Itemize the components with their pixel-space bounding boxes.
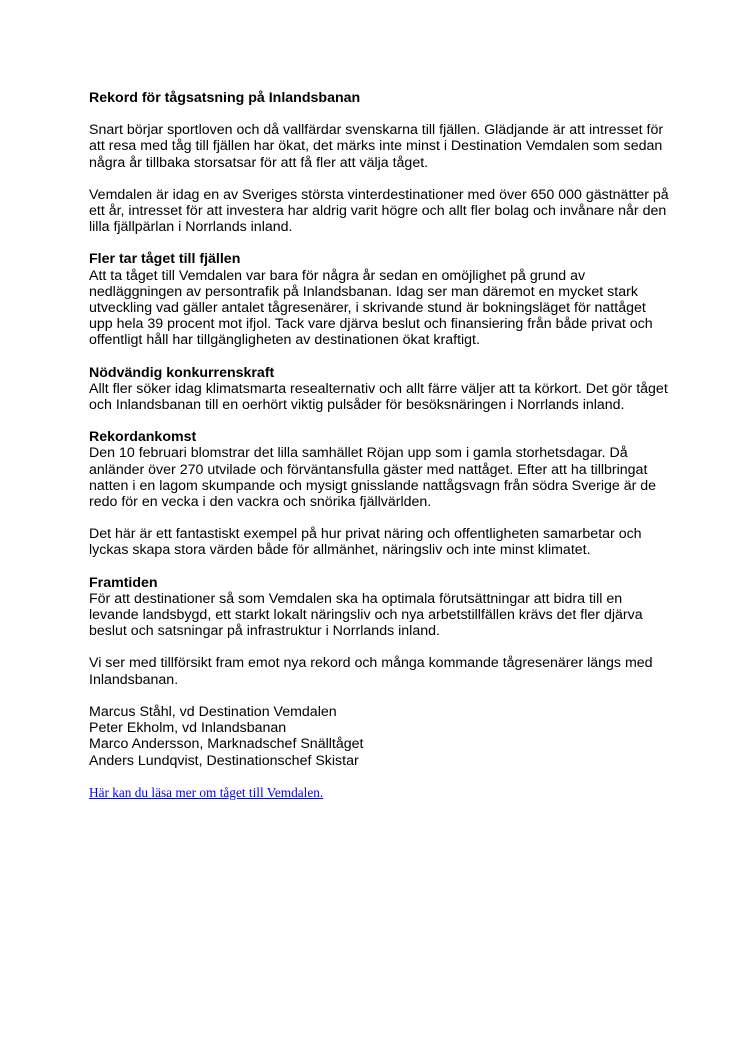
section-heading: Framtiden [89,574,158,591]
signature-line: Peter Ekholm, vd Inlandsbanan [89,720,287,737]
section-paragraph: Den 10 februari blomstrar det lilla samhället Röjan upp som i gamla storhetsdagar. Då anländer över 270 utvilade och förväntansfulla gäster med nattåget. Efter att ha tillbringat natten i en lagom skumpande och mysigt gnisslande nattågsvagn från södra Sverige är de redo för en vecka i den vackra och snörika fjällvärlden. [89,445,657,511]
intro-paragraph: Vemdalen är idag en av Sveriges största vinterdestinationer med över 650 000 gästnätter på ett år, intresset för att investera har aldrig varit högre och allt fler bolag och invånare når den lilla fjällpärlan i Norrlands inland. [89,186,669,236]
section-heading: Nödvändig konkurrenskraft [89,364,275,381]
section-paragraph: Vi ser med tillförsikt fram emot nya rekord och många kommande tågresenärer längs med Inlandsbanan. [89,655,653,688]
section-paragraph: För att destinationer så som Vemdalen ska ha optimala förutsättningar att bidra till en levande landsbygd, ett starkt lokalt näringsliv och nya arbetstillfällen krävs det fler djärva beslut och satsningar på infrastruktur i Norrlands inland. [89,590,643,640]
signature-line: Marco Andersson, Marknadschef Snälltåget [89,736,364,753]
document-title: Rekord för tågsatsning på Inlandsbanan [89,90,361,106]
signature-block [89,704,669,769]
intro-paragraph: Snart börjar sportloven och då vallfärdar svenskarna till fjällen. Glädjande är att intresset för att resa med tåg till fjällen har ökat, det märks inte minst i Destination Vemdalen som sedan några år tillbaka storsatsar för att få fler att välja tåget. [89,122,664,171]
read-more-link[interactable]: Här kan du läsa mer om tåget till Vemdalen. [89,784,324,800]
document-page [89,90,669,801]
section-paragraph: Allt fler söker idag klimatsmarta resealternativ och allt färre väljer att ta körkort. Det gör tåget och Inlandsbanan till en oerhört viktig pulsåder för besöksnäringen i Norrlands inland. [89,380,668,414]
link-row [89,785,669,801]
section-heading: Fler tar tåget till fjällen [89,251,241,268]
signature-line: Marcus Ståhl, vd Destination Vemdalen [89,703,337,720]
section-paragraph: Att ta tåget till Vemdalen var bara för några år sedan en omöjlighet på grund av nedläggningen av persontrafik på Inlandsbanan. Idag ser man däremot en mycket stark utveckling vad gäller antalet tågresenärer, i skrivande stund är bokningsläget för nattåget upp hela 39 procent mot ifjol. Tack vare djärva beslut och finansiering från både privat och offentligt håll har tillgängligheten av destinationen ökat kraftigt. [89,267,653,349]
signature-line: Anders Lundqvist, Destinationschef Skistar [89,752,359,769]
section-paragraph: Det här är ett fantastiskt exempel på hur privat näring och offentligheten samarbetar och lyckas skapa stora värden både för allmänhet, näringsliv och inte minst klimatet. [89,526,642,559]
section-heading: Rekordankomst [89,429,197,446]
